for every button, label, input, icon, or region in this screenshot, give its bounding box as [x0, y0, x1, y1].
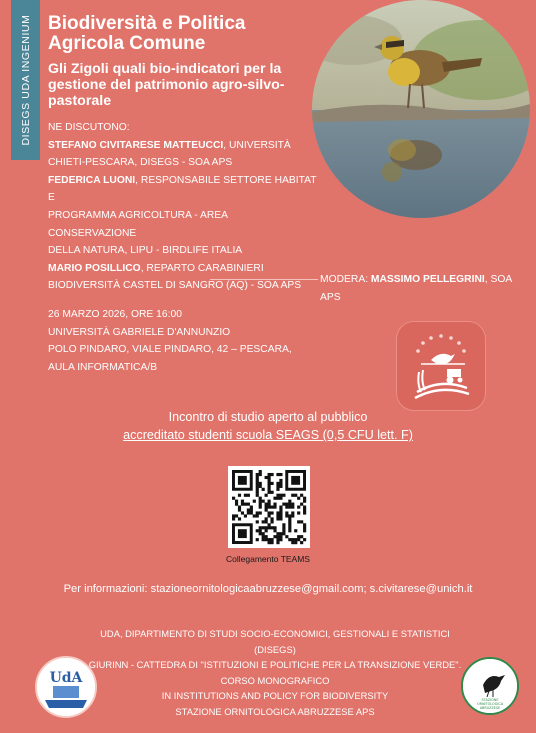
speaker-2-role-cont2: DELLA NATURA, LIPU - BIRDLIFE ITALIA: [48, 245, 243, 257]
speaker-3-name: MARIO POSILLICO: [48, 262, 141, 274]
event-venue-3: AULA INFORMATICA/B: [48, 361, 158, 373]
qr-code-icon: [228, 466, 310, 548]
agriculture-badge: [396, 321, 486, 411]
moderator-divider: [210, 279, 318, 280]
footer-line-3: IN INSTITUTIONS AND POLICY FOR BIODIVERSITY: [161, 690, 389, 701]
uda-logo: [35, 656, 97, 718]
bird-tractor-icon: [397, 322, 485, 410]
teams-qr-code[interactable]: [228, 466, 310, 548]
event-venue-1: UNIVERSITÀ GABRIELE D'ANNUNZIO: [48, 326, 231, 338]
speakers-block: [48, 119, 318, 295]
accreditation-link[interactable]: accreditato studenti scuola SEAGS (0,5 CFU lett. F): [123, 428, 413, 442]
subtitle-line-2: gestione del patrimonio agro-silvo-: [48, 77, 285, 93]
speaker-2-role-cont: PROGRAMMA AGRICOLTURA - AREA CONSERVAZIONE: [48, 209, 228, 239]
page-subtitle: [48, 61, 308, 109]
speaker-2-role: , RESPONSABILE SETTORE HABITAT E: [48, 174, 317, 204]
speakers-intro: NE DISCUTONO:: [48, 122, 130, 133]
title-line-2: Agricola Comune: [48, 33, 206, 54]
speaker-2: [48, 172, 318, 207]
footer-line-1: UDA, DIPARTIMENTO DI STUDI SOCIO-ECONOMICI, GESTIONALI E STATISTICI (DISEGS): [100, 628, 450, 655]
footer-line-2: GIURINN - CATTEDRA DI "ISTITUZIONI E POLITICHE PER LA TRANSIZIONE VERDE". CORSO MONOGRAFICO: [88, 659, 462, 686]
footer-line-4: STAZIONE ORNITOLOGICA ABRUZZESE APS: [175, 705, 375, 717]
soa-logo-text-2: ORNITOLOGICA: [476, 702, 504, 706]
speaker-1-name: STEFANO CIVITARESE MATTEUCCI: [48, 139, 224, 151]
soa-logo: [461, 657, 519, 715]
moderator-label: MODERA:: [320, 274, 371, 285]
qr-caption: Collegamento TEAMS: [226, 554, 310, 564]
contact-info: Per informazioni: stazioneornitologicaabruzzese@gmail.com; s.civitarese@unich.it: [63, 583, 473, 595]
speaker-3-role-cont: BIODIVERSITÀ CASTEL DI SANGRO (AQ) - SOA APS: [48, 280, 302, 292]
speaker-1-role-cont: CHIETI-PESCARA, DISEGS - SOA APS: [48, 157, 233, 169]
bird-photo: [312, 0, 530, 218]
soa-logo-text-3: ABRUZZESE: [479, 706, 501, 710]
organizers-footer: [80, 626, 470, 719]
page-title: [48, 14, 318, 54]
title-line-1: Biodiversità e Politica: [48, 13, 246, 34]
uda-logo-icon: [37, 658, 95, 716]
sidebar-label: DISEGS UDA INGENIUM: [19, 14, 32, 146]
subtitle-line-1: Gli Zigoli quali bio-indicatori per la: [48, 61, 282, 77]
open-event-text: Incontro di studio aperto al pubblico: [168, 410, 368, 424]
speaker-3-role: , REPARTO CARABINIERI: [140, 262, 264, 274]
moderator-line: [320, 271, 530, 306]
event-details: [48, 306, 308, 376]
speaker-3: [48, 260, 318, 278]
speaker-2-name: FEDERICA LUONI: [48, 174, 136, 186]
moderator-org: , SOA APS: [320, 274, 512, 303]
speaker-1: [48, 137, 318, 155]
crow-logo-icon: [463, 659, 517, 713]
subtitle-line-3: pastorale: [48, 93, 112, 109]
speaker-1-role: , UNIVERSITÀ: [223, 139, 291, 151]
moderator-name: MASSIMO PELLEGRINI: [370, 274, 485, 285]
event-venue-2: POLO PINDARO, VIALE PINDARO, 42 – PESCARA,: [48, 344, 292, 356]
sidebar-band: [11, 0, 40, 160]
soa-logo-text-1: STAZIONE: [481, 698, 499, 702]
event-date: 26 MARZO 2026, ORE 16:00: [48, 309, 182, 320]
uda-logo-text: UdA: [49, 670, 83, 686]
bird-photo-image: [312, 0, 530, 218]
